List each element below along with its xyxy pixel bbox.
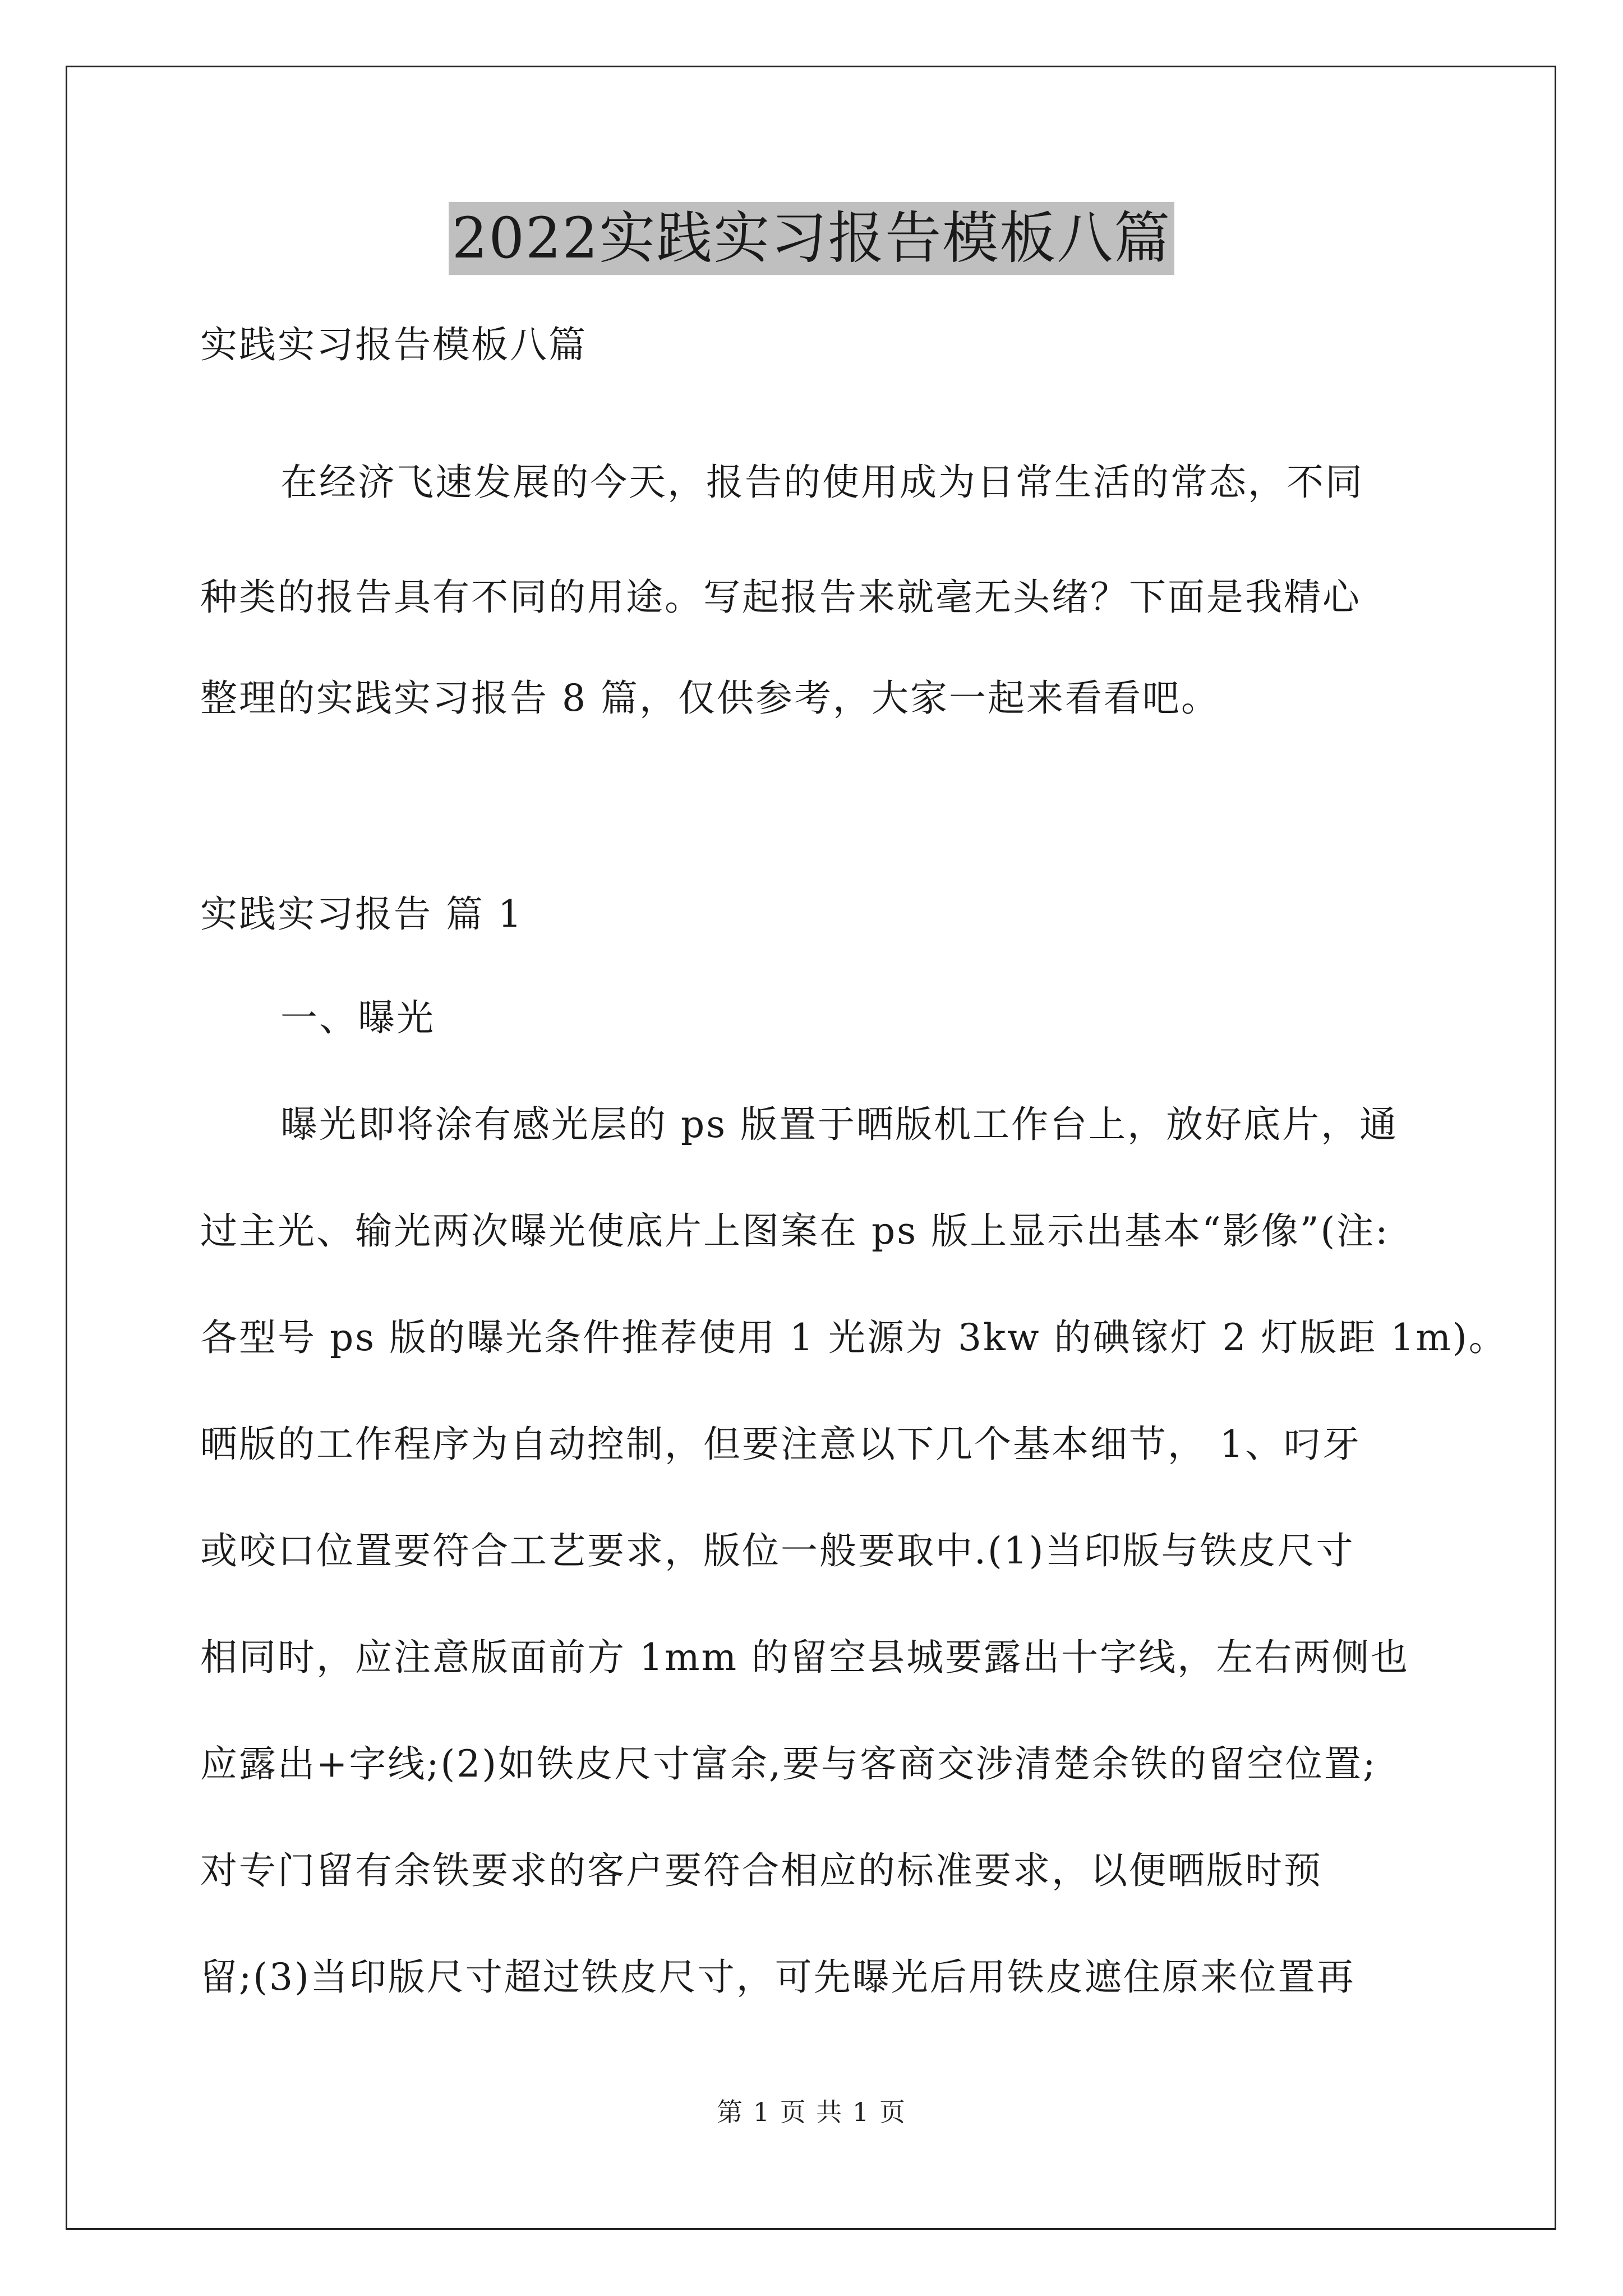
body-line-4: 晒版的工作程序为自动控制，但要注意以下几个基本细节， 1、叼牙: [200, 1423, 1361, 1466]
body-line-6: 相同时，应注意版面前方 1mm 的留空县城要露出十字线，左右两侧也: [200, 1636, 1410, 1679]
intro-line-1: 在经济飞速发展的今天，报告的使用成为日常生活的常态，不同: [280, 461, 1364, 504]
intro-line-2: 种类的报告具有不同的用途。写起报告来就毫无头绪？下面是我精心: [200, 576, 1361, 619]
body-line-3: 各型号 ps 版的曝光条件推荐使用 1 光源为 3kw 的碘镓灯 2 灯版距 1m)。: [200, 1316, 1507, 1359]
body-line-8: 对专门留有余铁要求的客户要符合相应的标准要求，以便晒版时预: [200, 1849, 1322, 1892]
body-line-5: 或咬口位置要符合工艺要求，版位一般要取中.(1)当印版与铁皮尺寸: [200, 1529, 1355, 1572]
body-line-7: 应露出+字线;(2)如铁皮尺寸富余,要与客商交涉清楚余铁的留空位置;: [200, 1742, 1377, 1786]
body-line-9: 留;(3)当印版尺寸超过铁皮尺寸，可先曝光后用铁皮遮住原来位置再: [200, 1955, 1355, 1999]
body-line-2: 过主光、输光两次曝光使底片上图案在 ps 版上显示出基本“影像”(注:: [200, 1209, 1390, 1253]
document-title: 2022实践实习报告模板八篇: [449, 202, 1175, 275]
title-container: [0, 202, 1623, 275]
page-footer: 第 1 页 共 1 页: [717, 2097, 906, 2127]
section-heading: 实践实习报告 篇 1: [200, 892, 523, 936]
subsection-heading: 一、曝光: [280, 996, 435, 1039]
body-line-1: 曝光即将涂有感光层的 ps 版置于晒版机工作台上，放好底片，通: [280, 1103, 1399, 1146]
intro-line-3: 整理的实践实习报告 8 篇，仅供参考，大家一起来看看吧。: [200, 677, 1220, 720]
document-subtitle: 实践实习报告模板八篇: [200, 323, 587, 366]
